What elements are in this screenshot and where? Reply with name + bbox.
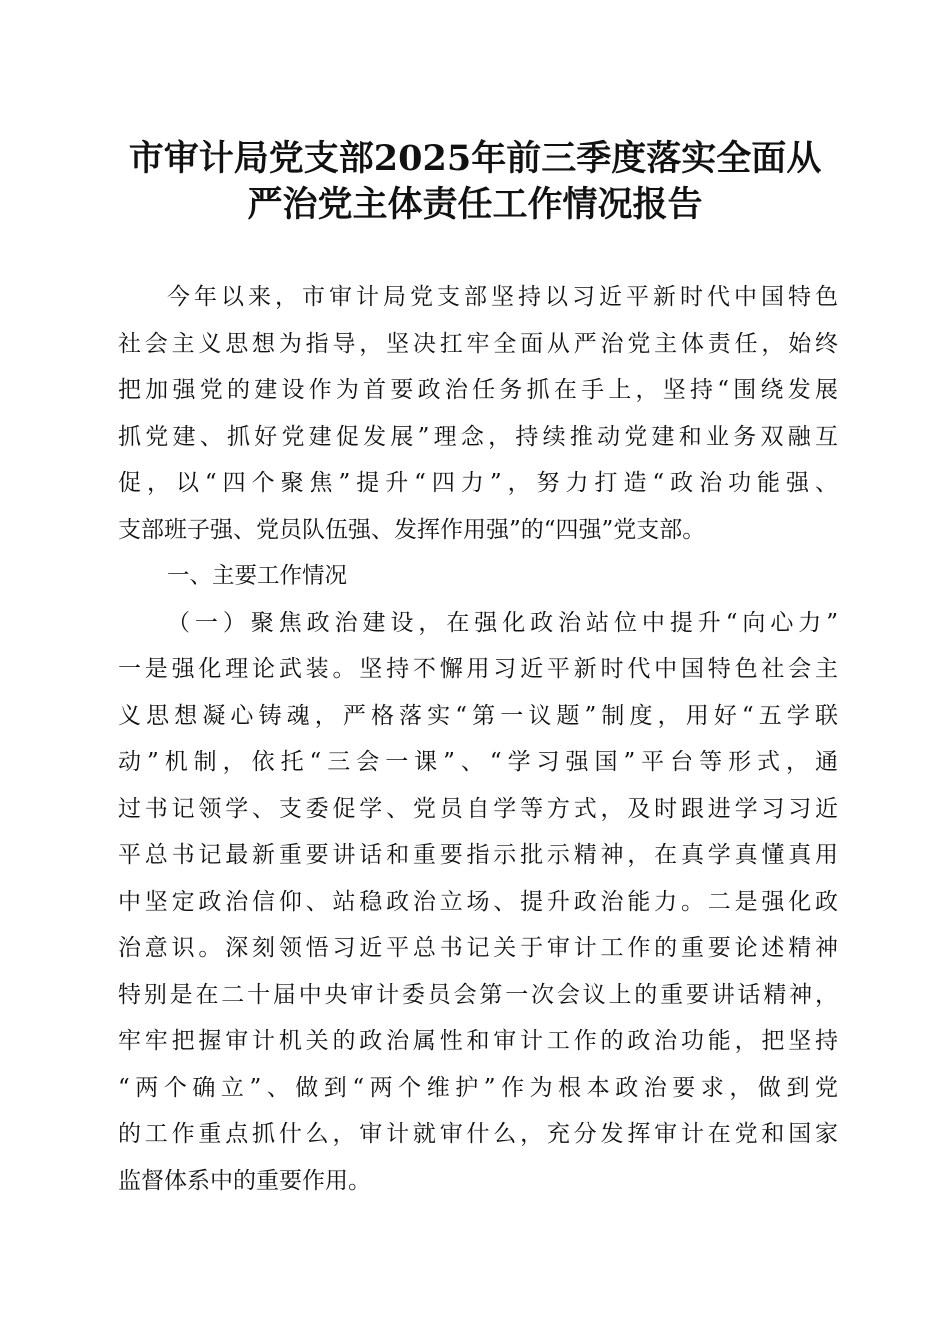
section1-paragraph [118, 646, 838, 1204]
paragraph-line: 一是强化理论武装。坚持不懈用习近平新时代中国特色社会主 [118, 656, 838, 682]
paragraph-line: 中坚定政治信仰、站稳政治立场、提升政治能力。二是强化政 [118, 888, 838, 915]
paragraph-line: 治意识。深刻领悟习近平总书记关于审计工作的重要论述精神 [118, 935, 838, 961]
title-line-2: 严治党主体责任工作情况报告 [247, 184, 703, 225]
paragraph-line: 过书记领学、支委促学、党员自学等方式，及时跟进学习习近 [118, 795, 838, 822]
document-body [118, 274, 838, 1204]
title-line-1: 市审计局党支部2025年前三季度落实全面从 [128, 138, 822, 179]
paragraph-line: 监督体系中的重要作用。 [118, 1167, 371, 1194]
paragraph-line: 义思想凝心铸魂，严格落实“第一议题”制度，用好“五学联 [118, 702, 838, 729]
paragraph-line: 特别是在二十届中央审计委员会第一次会议上的重要讲话精神， [118, 981, 838, 1008]
paragraph-line: 把加强党的建设作为首要政治任务抓在手上，坚持“围绕发展 [118, 377, 838, 403]
paragraph-line: 抓党建、抓好党建促发展”理念，持续推动党建和业务双融互 [118, 423, 838, 450]
paragraph-line: 今年以来，市审计局党支部坚持以习近平新时代中国特色 [167, 284, 838, 310]
paragraph-line: 支部班子强、党员队伍强、发挥作用强”的“四强”党支部。 [118, 516, 706, 543]
paragraph-line: “两个确立”、做到“两个维护”作为根本政治要求，做到党 [118, 1074, 838, 1101]
paragraph-line: 的工作重点抓什么，审计就审什么，充分发挥审计在党和国家 [118, 1121, 838, 1147]
document-title [100, 136, 850, 228]
subsection-heading: （一）聚焦政治建设，在强化政治站位中提升“向心力” [167, 609, 838, 636]
paragraph-line: 牢牢把握审计机关的政治属性和审计工作的政治功能，把坚持 [118, 1028, 838, 1054]
paragraph-line: 平总书记最新重要讲话和重要指示批示精神，在真学真懂真用 [118, 842, 838, 868]
intro-paragraph [118, 274, 838, 553]
section-heading: 一、主要工作情况 [167, 563, 348, 589]
paragraph-line: 社会主义思想为指导，坚决扛牢全面从严治党主体责任，始终 [118, 330, 838, 357]
paragraph-line: 促，以“四个聚焦”提升“四力”，努力打造“政治功能强、 [118, 470, 838, 496]
paragraph-line: 动”机制，依托“三会一课”、“学习强国”平台等形式，通 [118, 749, 838, 775]
